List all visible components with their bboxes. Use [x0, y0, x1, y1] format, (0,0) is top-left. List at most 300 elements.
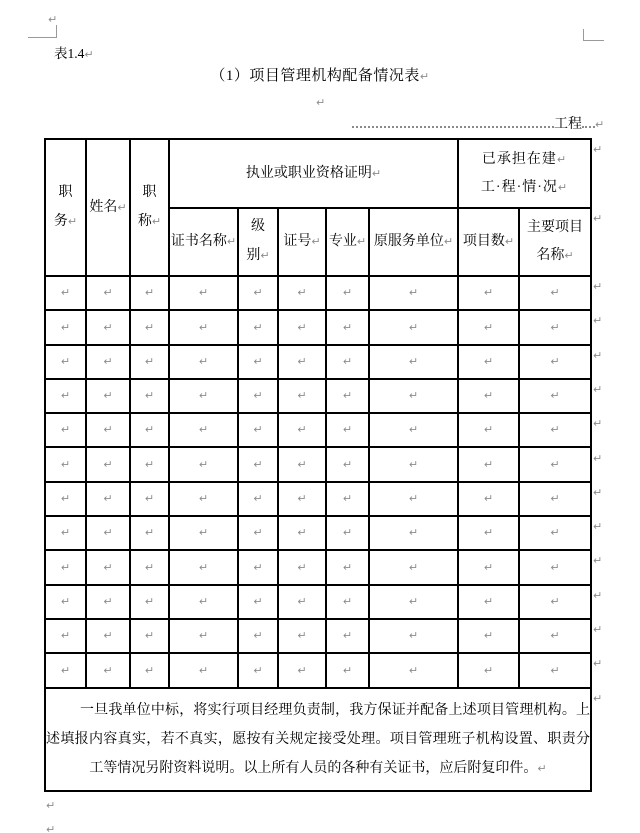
- note-line: [46, 754, 590, 783]
- paragraph-mark: ↵: [297, 457, 307, 471]
- paragraph-mark: ↵: [483, 423, 494, 437]
- empty-cell[interactable]: [519, 345, 591, 379]
- table-row: [45, 413, 591, 447]
- empty-cell[interactable]: [458, 482, 519, 516]
- page-boundary-corner-left-icon: [28, 25, 57, 38]
- empty-cell[interactable]: [86, 413, 130, 447]
- table-row: [45, 585, 591, 619]
- empty-cell[interactable]: [45, 276, 86, 310]
- header-text: 执业或职业资格证明: [245, 165, 372, 181]
- empty-cell[interactable]: [169, 345, 238, 379]
- row-end-mark: ↵: [593, 623, 603, 636]
- paragraph-mark: ↵: [144, 457, 155, 471]
- empty-rows: [45, 276, 591, 688]
- paragraph-mark: ↵: [297, 423, 307, 437]
- empty-cell[interactable]: [86, 447, 130, 481]
- page-title-text: （1）项目管理机构配备情况表: [210, 68, 420, 84]
- empty-cell[interactable]: [458, 276, 519, 310]
- row-end-mark: ↵: [593, 520, 603, 534]
- header-job-title: [45, 139, 86, 276]
- paragraph-mark: ↵: [60, 526, 71, 540]
- empty-cell[interactable]: [458, 585, 519, 619]
- row-end-mark: ↵: [593, 588, 603, 602]
- empty-cell[interactable]: [326, 516, 369, 550]
- empty-cell[interactable]: [45, 550, 86, 584]
- header-text: 职务: [53, 184, 73, 229]
- header-text: 姓名: [89, 199, 118, 215]
- empty-cell[interactable]: [45, 585, 86, 619]
- header-text: 职称: [137, 184, 157, 229]
- paragraph-mark: ↵: [342, 560, 353, 574]
- paragraph-mark: ↵: [103, 286, 113, 300]
- paragraph-mark: ↵: [483, 594, 494, 608]
- paragraph-mark: ↵: [84, 48, 94, 61]
- empty-cell[interactable]: [326, 413, 369, 447]
- empty-cell[interactable]: [86, 619, 130, 653]
- empty-cell[interactable]: [458, 447, 519, 481]
- paragraph-mark: ↵: [253, 320, 263, 334]
- paragraph-mark: ↵: [253, 663, 263, 677]
- empty-cell[interactable]: [238, 585, 278, 619]
- note-line: 一旦我单位中标，将实行项目经理负责制，我方保证并配备上述项目管理机构。上: [80, 702, 591, 718]
- paragraph-mark: ↵: [198, 389, 209, 403]
- empty-cell[interactable]: [369, 482, 458, 516]
- empty-cell[interactable]: [169, 276, 238, 310]
- paragraph-mark: ↵: [253, 354, 263, 368]
- paragraph-mark: ↵: [144, 526, 155, 540]
- paragraph-mark: ↵: [504, 235, 515, 249]
- paragraph-mark: ↵: [67, 214, 78, 228]
- header-text: 工·程·情·况: [480, 179, 558, 195]
- row-end-mark: ↵: [593, 212, 603, 225]
- table-row: [45, 619, 591, 653]
- paragraph-mark: ↵: [550, 663, 560, 677]
- empty-cell[interactable]: [326, 310, 369, 344]
- table-row: [45, 310, 591, 344]
- paragraph-mark: ↵: [198, 320, 209, 334]
- paragraph-mark: ↵: [483, 560, 494, 574]
- empty-cell[interactable]: [278, 345, 326, 379]
- empty-cell[interactable]: [519, 482, 591, 516]
- paragraph-mark: ↵: [483, 629, 494, 643]
- empty-cell[interactable]: [278, 482, 326, 516]
- header-text: 已承担在建: [481, 152, 557, 168]
- blank-suffix-text: 工程: [554, 117, 582, 132]
- header-text: 级别: [246, 219, 265, 263]
- paragraph-mark: ↵: [342, 286, 353, 300]
- empty-cell[interactable]: [278, 516, 326, 550]
- paragraph-mark: ↵: [408, 423, 419, 437]
- empty-cell[interactable]: [369, 550, 458, 584]
- header-text: 证书名称: [170, 234, 227, 250]
- paragraph-mark: ↵: [60, 492, 71, 506]
- empty-cell[interactable]: [369, 653, 458, 687]
- header-text: 证号: [283, 234, 312, 250]
- table-row: [45, 345, 591, 379]
- paragraph-mark: ↵: [311, 235, 321, 249]
- empty-cell[interactable]: [326, 619, 369, 653]
- empty-cell[interactable]: [130, 413, 169, 447]
- paragraph-mark: ↵: [342, 526, 353, 540]
- row-end-mark: ↵: [593, 382, 603, 396]
- header-certificate-name: [169, 208, 238, 276]
- empty-cell[interactable]: [45, 482, 86, 516]
- paragraph-mark: ↵: [342, 354, 353, 368]
- empty-cell[interactable]: [238, 447, 278, 481]
- header-text: 原服务单位: [373, 234, 444, 250]
- paragraph-mark: ↵: [342, 629, 353, 643]
- empty-cell[interactable]: [369, 516, 458, 550]
- row-end-mark: ↵: [593, 657, 603, 671]
- header-group-ongoing-projects: [458, 139, 591, 208]
- empty-cell[interactable]: [519, 447, 591, 481]
- empty-cell[interactable]: [519, 585, 591, 619]
- paragraph-mark: ↵: [103, 663, 113, 677]
- paragraph-mark: ↵: [144, 354, 155, 368]
- dotted-leader: [352, 112, 554, 128]
- paragraph-mark: ↵: [550, 629, 560, 643]
- paragraph-mark: ↵: [297, 560, 307, 574]
- paragraph-mark: ↵: [550, 560, 560, 574]
- paragraph-mark: ↵: [198, 629, 209, 643]
- empty-cell[interactable]: [130, 447, 169, 481]
- paragraph-mark: ↵: [550, 354, 560, 368]
- row-end-mark: ↵: [593, 692, 603, 705]
- empty-cell[interactable]: [130, 345, 169, 379]
- paragraph-mark: ↵: [297, 663, 307, 677]
- empty-cell[interactable]: [326, 345, 369, 379]
- empty-cell[interactable]: [519, 276, 591, 310]
- paragraph-mark: ↵: [198, 560, 209, 574]
- empty-cell[interactable]: [369, 447, 458, 481]
- empty-cell[interactable]: [278, 379, 326, 413]
- paragraph-mark: ↵: [408, 629, 419, 643]
- doc-label: [54, 42, 94, 62]
- paragraph-mark: ↵: [297, 389, 307, 403]
- paragraph-mark: ↵: [60, 457, 71, 471]
- paragraph-mark: ↵: [144, 389, 155, 403]
- row-end-mark: ↵: [593, 417, 603, 431]
- row-end-mark: ↵: [593, 485, 603, 499]
- paragraph-mark: ↵: [550, 492, 560, 506]
- paragraph-mark: ↵: [103, 560, 113, 574]
- empty-cell[interactable]: [169, 516, 238, 550]
- paragraph-mark: ↵: [60, 286, 71, 300]
- empty-cell[interactable]: [519, 413, 591, 447]
- empty-cell[interactable]: [45, 310, 86, 344]
- paragraph-mark: ↵: [60, 389, 71, 403]
- header-group-qualification: [169, 139, 458, 208]
- paragraph-mark: ↵: [48, 13, 58, 26]
- paragraph-mark: ↵: [550, 594, 560, 608]
- paragraph-mark: ↵: [408, 457, 419, 471]
- paragraph-mark: ↵: [550, 389, 560, 403]
- empty-cell[interactable]: [238, 345, 278, 379]
- empty-cell[interactable]: [278, 550, 326, 584]
- empty-cell[interactable]: [169, 653, 238, 687]
- empty-cell[interactable]: [238, 619, 278, 653]
- table-row: [45, 276, 591, 310]
- empty-cell[interactable]: [238, 550, 278, 584]
- empty-cell[interactable]: [458, 310, 519, 344]
- paragraph-mark: ↵: [408, 389, 419, 403]
- empty-cell[interactable]: [130, 516, 169, 550]
- empty-cell[interactable]: [169, 310, 238, 344]
- empty-cell[interactable]: [169, 619, 238, 653]
- empty-cell[interactable]: [519, 379, 591, 413]
- paragraph-mark: ↵: [226, 235, 237, 249]
- empty-cell[interactable]: [458, 619, 519, 653]
- empty-cell[interactable]: [45, 653, 86, 687]
- paragraph-mark: ↵: [550, 286, 560, 300]
- paragraph-mark: ↵: [342, 594, 353, 608]
- empty-cell[interactable]: [45, 447, 86, 481]
- empty-cell[interactable]: [169, 482, 238, 516]
- paragraph-mark: ↵: [253, 457, 263, 471]
- header-project-count: [458, 208, 519, 276]
- paragraph-mark: ↵: [198, 457, 209, 471]
- empty-cell[interactable]: [86, 276, 130, 310]
- empty-cell[interactable]: [369, 585, 458, 619]
- paragraph-mark: ↵: [342, 663, 353, 677]
- empty-cell[interactable]: [169, 550, 238, 584]
- empty-cell[interactable]: [86, 550, 130, 584]
- empty-cell[interactable]: [369, 345, 458, 379]
- empty-cell[interactable]: [86, 653, 130, 687]
- table-row: [45, 447, 591, 481]
- paragraph-mark: ↵: [342, 389, 353, 403]
- paragraph-mark: ↵: [550, 457, 560, 471]
- empty-cell[interactable]: [86, 345, 130, 379]
- paragraph-mark: ↵: [443, 235, 454, 249]
- staffing-table: [44, 138, 592, 792]
- header-professional-title: [130, 139, 169, 276]
- paragraph-mark: ↵: [253, 286, 263, 300]
- empty-cell[interactable]: [326, 550, 369, 584]
- table-row: [45, 653, 591, 687]
- paragraph-mark: ↵: [483, 320, 494, 334]
- empty-cell[interactable]: [86, 585, 130, 619]
- paragraph-mark: ↵: [297, 492, 307, 506]
- paragraph-mark: ↵: [408, 492, 419, 506]
- paragraph-mark: ↵: [144, 286, 155, 300]
- row-end-mark: ↵: [593, 280, 603, 293]
- empty-cell[interactable]: [130, 310, 169, 344]
- paragraph-mark: ↵: [557, 180, 569, 194]
- paragraph-mark: ↵: [408, 286, 419, 300]
- empty-cell[interactable]: [238, 310, 278, 344]
- empty-cell[interactable]: [278, 310, 326, 344]
- empty-cell[interactable]: [130, 585, 169, 619]
- paragraph-mark: ↵: [556, 153, 568, 167]
- doc-label-text: 表1.4: [54, 46, 85, 61]
- paragraph-mark: ↵: [297, 594, 307, 608]
- paragraph-mark: ↵: [198, 492, 209, 506]
- empty-cell[interactable]: [130, 619, 169, 653]
- empty-cell[interactable]: [238, 413, 278, 447]
- paragraph-mark: ↵: [408, 594, 419, 608]
- row-end-mark: ↵: [593, 554, 603, 568]
- header-certificate-level: [238, 208, 278, 276]
- empty-cell[interactable]: [326, 482, 369, 516]
- paragraph-mark: ↵: [550, 526, 560, 540]
- empty-cell[interactable]: [458, 550, 519, 584]
- empty-cell[interactable]: [458, 413, 519, 447]
- empty-cell[interactable]: [130, 550, 169, 584]
- paragraph-mark: ↵: [198, 663, 209, 677]
- paragraph-mark: ↵: [408, 354, 419, 368]
- empty-cell[interactable]: [369, 413, 458, 447]
- paragraph-mark: ↵: [483, 663, 494, 677]
- paragraph-mark: ↵: [60, 629, 71, 643]
- page-boundary-corner-right-icon: [583, 29, 604, 41]
- header-specialty: [326, 208, 369, 276]
- header-former-employer: [369, 208, 458, 276]
- empty-cell[interactable]: [169, 585, 238, 619]
- paragraph-mark: ↵: [564, 249, 574, 262]
- paragraph-mark: ↵: [483, 286, 494, 300]
- commitment-note-cell: [45, 688, 591, 791]
- paragraph-mark: ↵: [483, 492, 494, 506]
- paragraph-mark: ↵: [103, 320, 113, 334]
- empty-cell[interactable]: [169, 413, 238, 447]
- empty-cell[interactable]: [86, 482, 130, 516]
- paragraph-mark: ↵: [253, 492, 263, 506]
- paragraph-mark: ↵: [260, 249, 270, 262]
- empty-cell[interactable]: [278, 585, 326, 619]
- paragraph-mark: ↵: [342, 457, 353, 471]
- paragraph-mark: ↵: [253, 594, 263, 608]
- project-name-blank[interactable]: [352, 112, 604, 134]
- empty-cell[interactable]: [278, 413, 326, 447]
- paragraph-mark: ↵: [198, 354, 209, 368]
- empty-cell[interactable]: [519, 516, 591, 550]
- paragraph-mark: ↵: [483, 457, 494, 471]
- empty-cell[interactable]: [45, 619, 86, 653]
- paragraph-mark: ↵: [144, 560, 155, 574]
- empty-cell[interactable]: [326, 585, 369, 619]
- header-certificate-number: [278, 208, 326, 276]
- empty-cell[interactable]: [278, 276, 326, 310]
- table-row: [45, 379, 591, 413]
- empty-cell[interactable]: [519, 619, 591, 653]
- paragraph-mark: ↵: [103, 354, 113, 368]
- empty-cell[interactable]: [238, 653, 278, 687]
- paragraph-mark: ↵: [297, 320, 307, 334]
- paragraph-mark: ↵: [144, 663, 155, 677]
- empty-cell[interactable]: [86, 310, 130, 344]
- empty-cell[interactable]: [458, 653, 519, 687]
- paragraph-mark: ↵: [408, 560, 419, 574]
- paragraph-mark: ↵: [60, 423, 71, 437]
- paragraph-mark: ↵: [356, 235, 367, 249]
- empty-cell[interactable]: [130, 653, 169, 687]
- empty-cell[interactable]: [169, 379, 238, 413]
- paragraph-mark: ↵: [198, 286, 209, 300]
- empty-cell[interactable]: [45, 345, 86, 379]
- paragraph-mark: ↵: [483, 526, 494, 540]
- paragraph-mark: ↵: [297, 354, 307, 368]
- empty-cell[interactable]: [369, 276, 458, 310]
- paragraph-mark: ↵: [46, 799, 56, 812]
- empty-cell[interactable]: [458, 379, 519, 413]
- paragraph-mark: ↵: [342, 492, 353, 506]
- empty-cell[interactable]: [238, 482, 278, 516]
- dotted-leader: [582, 112, 595, 128]
- empty-cell[interactable]: [519, 550, 591, 584]
- header-text: 主要项目名称: [527, 220, 584, 263]
- paragraph-mark: ↵: [253, 560, 263, 574]
- row-end-mark: ↵: [593, 314, 603, 328]
- page-title: [0, 64, 640, 85]
- empty-cell[interactable]: [326, 447, 369, 481]
- paragraph-mark: ↵: [342, 320, 353, 334]
- empty-cell[interactable]: [169, 447, 238, 481]
- paragraph-mark: ↵: [103, 594, 113, 608]
- empty-cell[interactable]: [519, 310, 591, 344]
- paragraph-mark: ↵: [103, 389, 113, 403]
- empty-cell[interactable]: [326, 379, 369, 413]
- empty-cell[interactable]: [45, 379, 86, 413]
- paragraph-mark: ↵: [408, 320, 419, 334]
- paragraph-mark: ↵: [46, 823, 56, 833]
- empty-cell[interactable]: [238, 379, 278, 413]
- header-text: 专业: [328, 234, 357, 250]
- empty-cell[interactable]: [238, 276, 278, 310]
- empty-cell[interactable]: [278, 619, 326, 653]
- paragraph-mark: ↵: [595, 118, 605, 131]
- empty-cell[interactable]: [458, 516, 519, 550]
- paragraph-mark: ↵: [144, 423, 155, 437]
- paragraph-mark: ↵: [151, 214, 162, 228]
- empty-cell[interactable]: [45, 413, 86, 447]
- empty-cell[interactable]: [369, 310, 458, 344]
- empty-cell[interactable]: [45, 516, 86, 550]
- paragraph-mark: ↵: [60, 560, 71, 574]
- paragraph-mark: ↵: [483, 389, 494, 403]
- header-main-project-name: [519, 208, 591, 276]
- paragraph-mark: ↵: [316, 96, 326, 109]
- table-row: [45, 516, 591, 550]
- paragraph-mark: ↵: [60, 663, 71, 677]
- empty-cell[interactable]: [130, 276, 169, 310]
- paragraph-mark: ↵: [198, 526, 209, 540]
- empty-cell[interactable]: [369, 619, 458, 653]
- paragraph-mark: ↵: [342, 423, 353, 437]
- row-end-mark: ↵: [593, 348, 603, 362]
- empty-cell[interactable]: [326, 276, 369, 310]
- paragraph-mark: ↵: [550, 423, 560, 437]
- empty-cell[interactable]: [278, 653, 326, 687]
- empty-cell[interactable]: [278, 447, 326, 481]
- paragraph-mark: ↵: [144, 629, 155, 643]
- paragraph-mark: ↵: [253, 629, 263, 643]
- empty-cell[interactable]: [86, 516, 130, 550]
- empty-cell[interactable]: [519, 653, 591, 687]
- empty-cell[interactable]: [326, 653, 369, 687]
- empty-cell[interactable]: [86, 379, 130, 413]
- empty-cell[interactable]: [458, 345, 519, 379]
- paragraph-mark: ↵: [550, 320, 560, 334]
- empty-cell[interactable]: [369, 379, 458, 413]
- note-line: 述填报内容真实，若不真实，愿按有关规定接受处理。项目管理班子机构设置、职责分: [46, 731, 591, 747]
- paragraph-mark: ↵: [144, 492, 155, 506]
- empty-cell[interactable]: [130, 379, 169, 413]
- empty-cell[interactable]: [238, 516, 278, 550]
- paragraph-mark: ↵: [419, 70, 430, 83]
- empty-cell[interactable]: [130, 482, 169, 516]
- paragraph-mark: ↵: [297, 526, 307, 540]
